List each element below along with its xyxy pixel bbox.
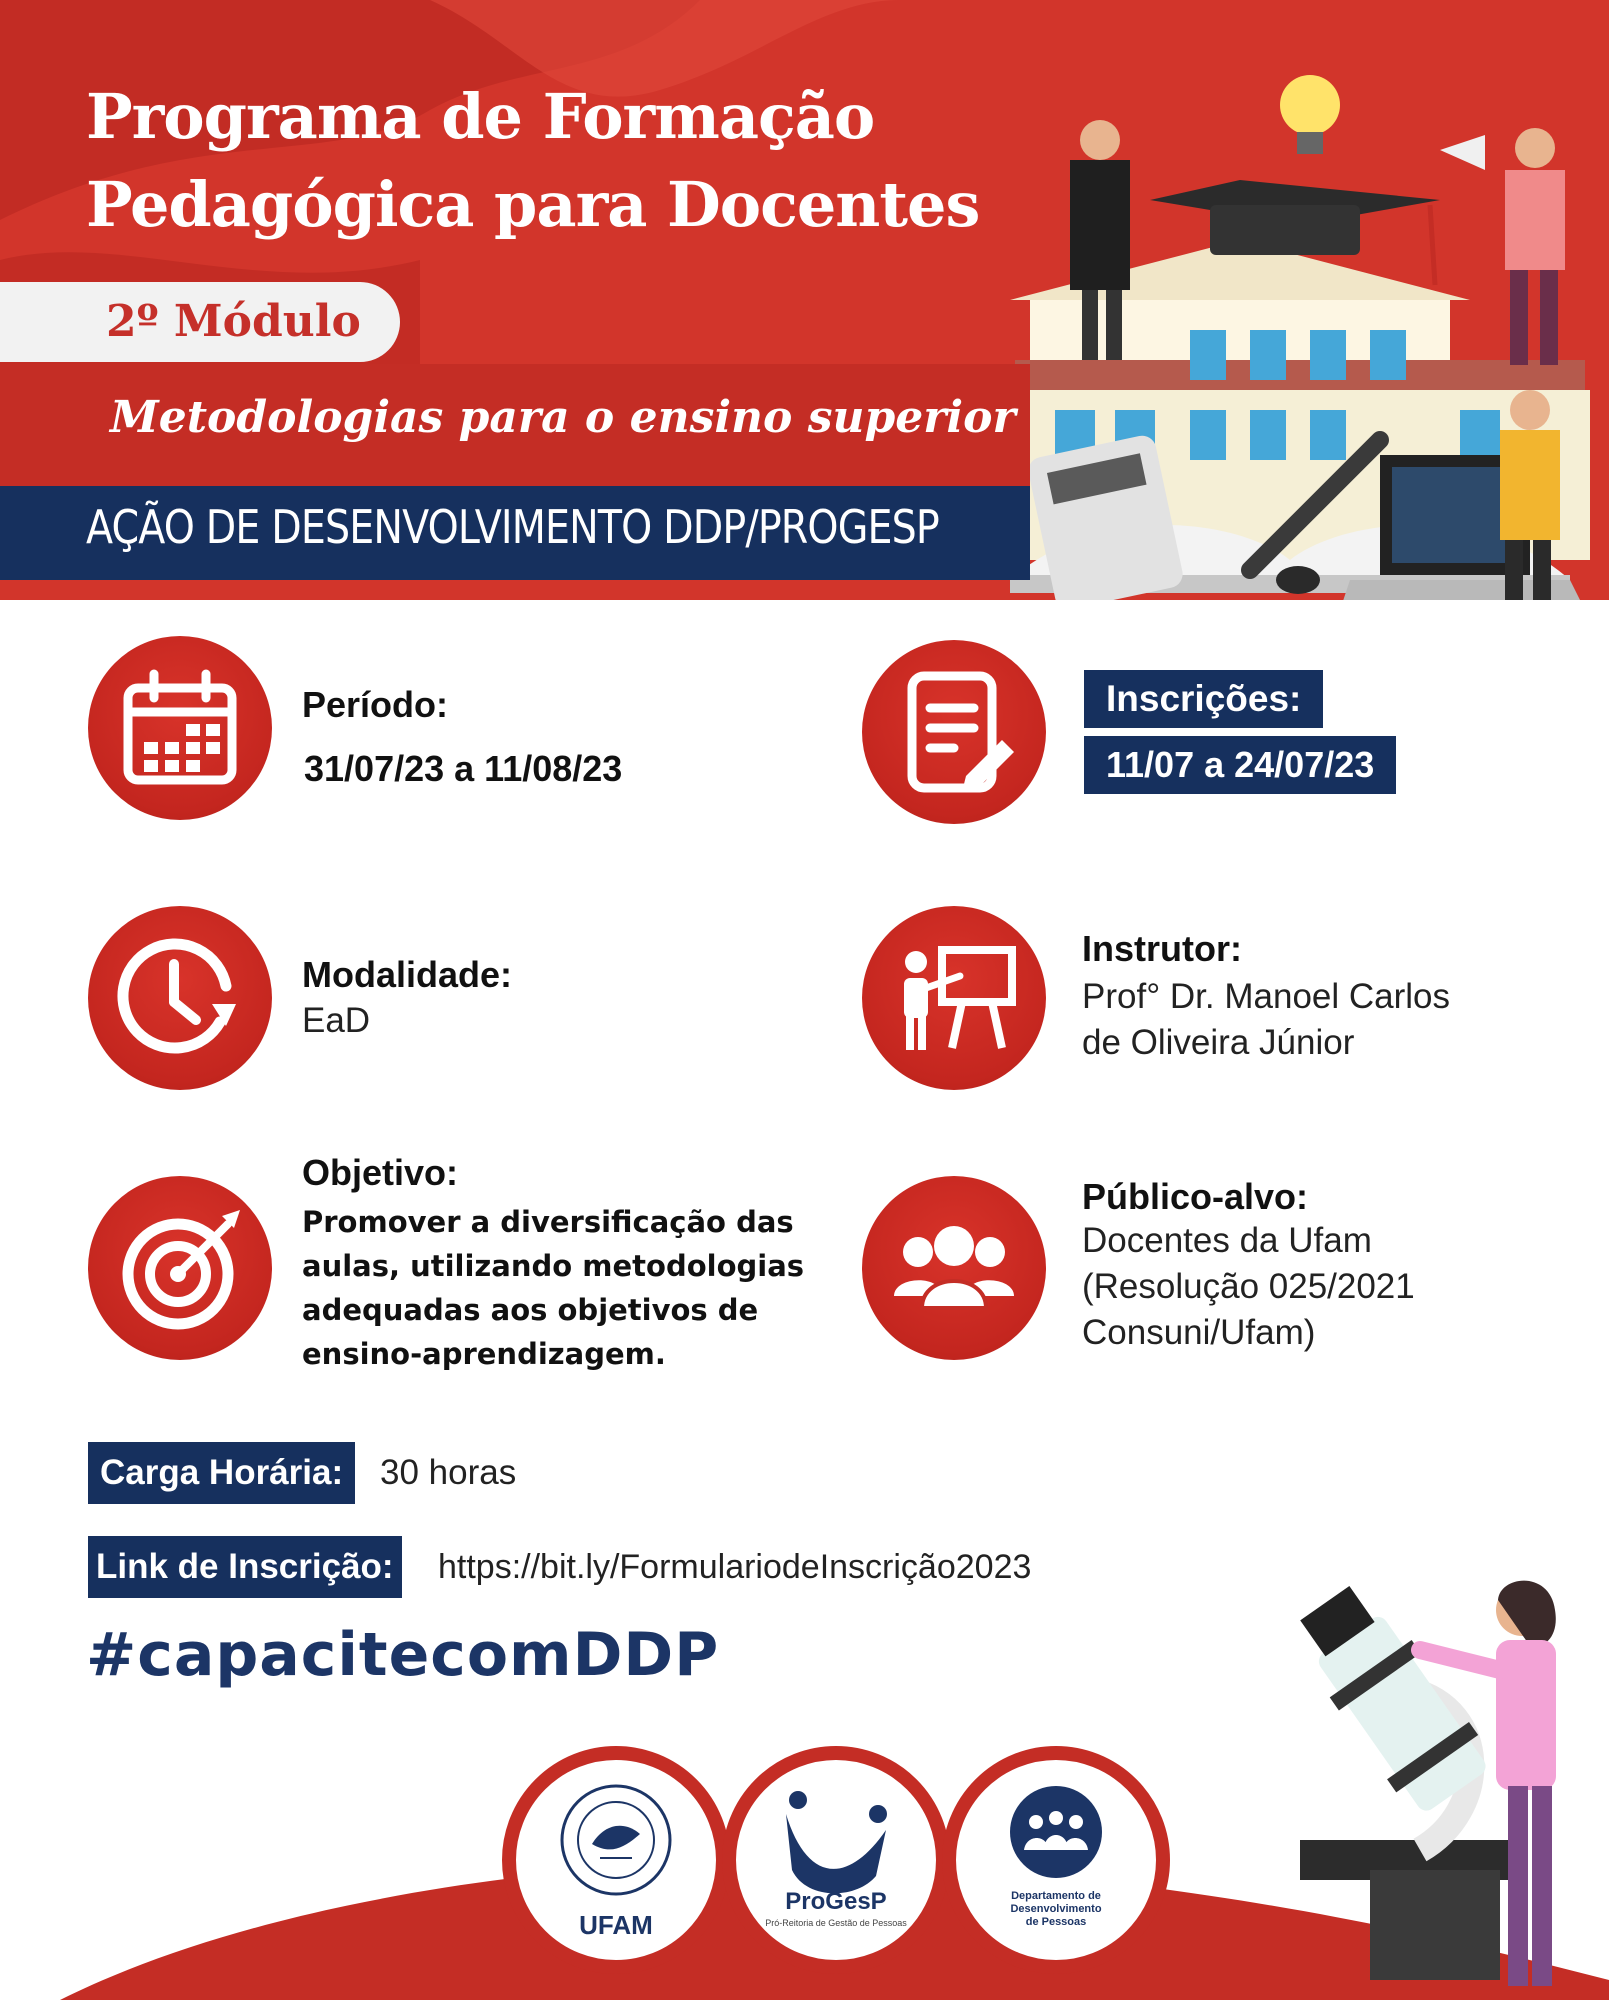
instrutor-label: Instrutor: [1082,928,1242,969]
header-banner [0,0,1609,600]
ddp-logo-line-1: Departamento de [1011,1890,1101,1902]
ddp-logo [942,1746,1170,1974]
title-line-1: Programa de Formação [86,80,875,153]
periodo-value: 31/07/23 a 11/08/23 [304,748,623,789]
publico-line-3: Consuni/Ufam) [1082,1313,1316,1352]
publico-line-2: (Resolução 025/2021 [1082,1267,1415,1306]
modalidade-label: Modalidade: [302,954,513,995]
inscricoes-value: 11/07 a 24/07/23 [1084,736,1396,794]
instrutor-line-2: de Oliveira Júnior [1082,1023,1355,1062]
ddp-people-icon [956,1760,1156,1960]
periodo-label: Período: [302,684,449,725]
objetivo-label: Objetivo: [302,1152,459,1193]
target-icon [88,1176,272,1360]
title-line-2: Pedagógica para Docentes [86,168,980,241]
audience-group-icon [862,1176,1046,1360]
progesp-emblem-icon [736,1760,936,1960]
publico-line-1: Docentes da Ufam [1082,1221,1372,1260]
carga-value: 30 horas [380,1453,517,1492]
teacher-board-icon [862,906,1046,1090]
ufam-logo [502,1746,730,1974]
calendar-icon [88,636,272,820]
modalidade-value: EaD [302,1001,371,1040]
instrutor-line-1: Prof° Dr. Manoel Carlos [1082,977,1451,1016]
ufam-logo-text: UFAM [579,1910,653,1940]
progesp-logo [722,1746,950,1974]
link-label: Link de Inscrição: [88,1536,402,1598]
progesp-logo-text: ProGesP [785,1888,887,1915]
scientist-illustration [1260,1550,1609,2000]
registration-link[interactable]: https://bit.ly/FormulariodeInscrição2023 [438,1548,1032,1586]
carga-label: Carga Horária: [88,1442,355,1504]
clock-icon [88,906,272,1090]
theme-title: Metodologias para o ensino superior [110,392,1016,443]
hashtag: #capacitecomDDP [86,1620,720,1690]
ddp-logo-line-3: de Pessoas [1025,1916,1087,1928]
action-title: AÇÃO DE DESENVOLVIMENTO DDP/PROGESP [86,500,939,554]
ddp-logo-line-2: Desenvolvimento [1010,1903,1102,1915]
publico-label: Público-alvo: [1082,1176,1309,1217]
objetivo-value: Promover a diversificação das aulas, utilizando metodologias adequadas aos objetivos de ensino-aprendizagem. [302,1205,805,1371]
inscricoes-label: Inscrições: [1084,670,1323,728]
ddp-logo-text [956,1890,1156,1929]
form-edit-icon [862,640,1046,824]
module-label: 2º Módulo [106,296,361,347]
progesp-subtitle: Pró-Reitoria de Gestão de Pessoas [765,1918,907,1928]
